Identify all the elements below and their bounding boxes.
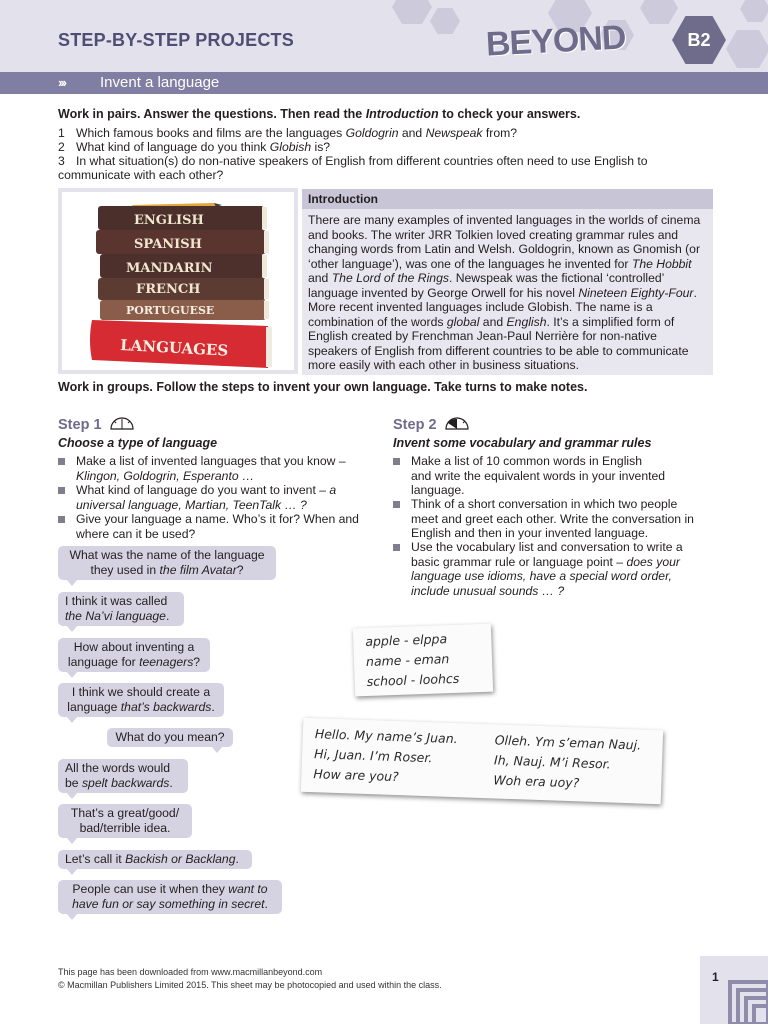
book-stack-illustration — [62, 192, 294, 370]
step-1-title: Step 1 — [58, 416, 135, 433]
introduction-heading: Introduction — [308, 192, 378, 206]
decor-hexagon — [430, 8, 460, 34]
speech-bubble: People can use it when they want to have fun or say something in secret. — [58, 880, 282, 914]
groups-instruction: Work in groups. Follow the steps to invent your own language. Take turns to make notes. — [58, 380, 588, 394]
project-title: Invent a language — [100, 74, 220, 91]
corner-panel — [700, 956, 768, 1024]
step-2-title: Step 2 — [393, 416, 470, 433]
step-2-subtitle: Invent some vocabulary and grammar rules — [393, 436, 652, 450]
step-1-subtitle: Choose a type of language — [58, 436, 218, 450]
chevrons-icon: ››› — [58, 75, 65, 90]
introduction-text: There are many examples of invented languages in the worlds of cinema and books. The writer JRR Tolkien loved creating grammar rules and changing words from Latin and Welsh. Goldogrin, known as Gnomish (or ‘other language’), was one of the languages he invented for The Hobbit and The Lord of the Rings. Newspeak was the fictional ‘controlled’ language invented by George Orwell for his novel Nineteen Eighty-Four. More recent invented languages include Globish. The name is a combination of the words global and English. It’s a simplified form of English created by Frenchman Jean-Paul Nerrière for non-native speakers of English from different countries to be able to communicate more easily with each other in business situations. — [308, 213, 701, 372]
pairs-instruction: Work in pairs. Answer the questions. Then read the Introduction to check your answers. — [58, 107, 581, 121]
dialogue-note: Hello. My name’s Juan. Hi, Juan. I’m Roser. How are you? Olleh. Ym s’eman Nauj. Ih, Nauj. M’i Resor. Woh era uoy? — [301, 718, 663, 805]
level-badge: B2 — [687, 30, 711, 50]
timer-icon — [444, 416, 470, 430]
corner-pattern-icon — [700, 956, 768, 1024]
decor-hexagon — [392, 0, 432, 24]
speech-bubble: All the words would be spelt backwards. — [58, 759, 188, 793]
speech-bubble: I think we should create a language that’s backwards. — [58, 683, 224, 717]
timer-icon — [109, 416, 135, 430]
speech-bubble: What do you mean? — [107, 728, 233, 747]
page-number: 1 — [712, 970, 719, 984]
svg-text:MANDARIN: MANDARIN — [126, 261, 213, 276]
books-photo — [62, 192, 294, 370]
speech-bubble: How about inventing a language for teenagers? — [58, 638, 210, 672]
decor-hexagon — [740, 0, 768, 22]
vocabulary-note: apple - elppa name - eman school - loohcs — [353, 624, 493, 697]
beyond-logo: BEYOND — [485, 18, 627, 64]
speech-bubble: Let’s call it Backish or Backlang. — [58, 850, 252, 869]
speech-bubble: That’s a great/good/ bad/terrible idea. — [58, 804, 192, 838]
svg-text:SPANISH: SPANISH — [134, 237, 202, 252]
speech-bubble: What was the name of the language they used in the film Avatar? — [58, 546, 276, 580]
svg-text:ENGLISH: ENGLISH — [134, 213, 204, 228]
svg-text:PORTUGUESE: PORTUGUESE — [126, 304, 215, 317]
footer-text: This page has been downloaded from www.macmillanbeyond.com © Macmillan Publishers Limited 2015. This sheet may be photocopied and used within the class. — [58, 967, 442, 990]
svg-text:FRENCH: FRENCH — [136, 282, 201, 297]
decor-hexagon — [726, 30, 768, 68]
svg-text:LANGUAGES: LANGUAGES — [119, 336, 229, 360]
series-title: STEP-BY-STEP PROJECTS — [58, 30, 294, 50]
speech-bubble: I think it was called the Na’vi language. — [58, 592, 184, 626]
